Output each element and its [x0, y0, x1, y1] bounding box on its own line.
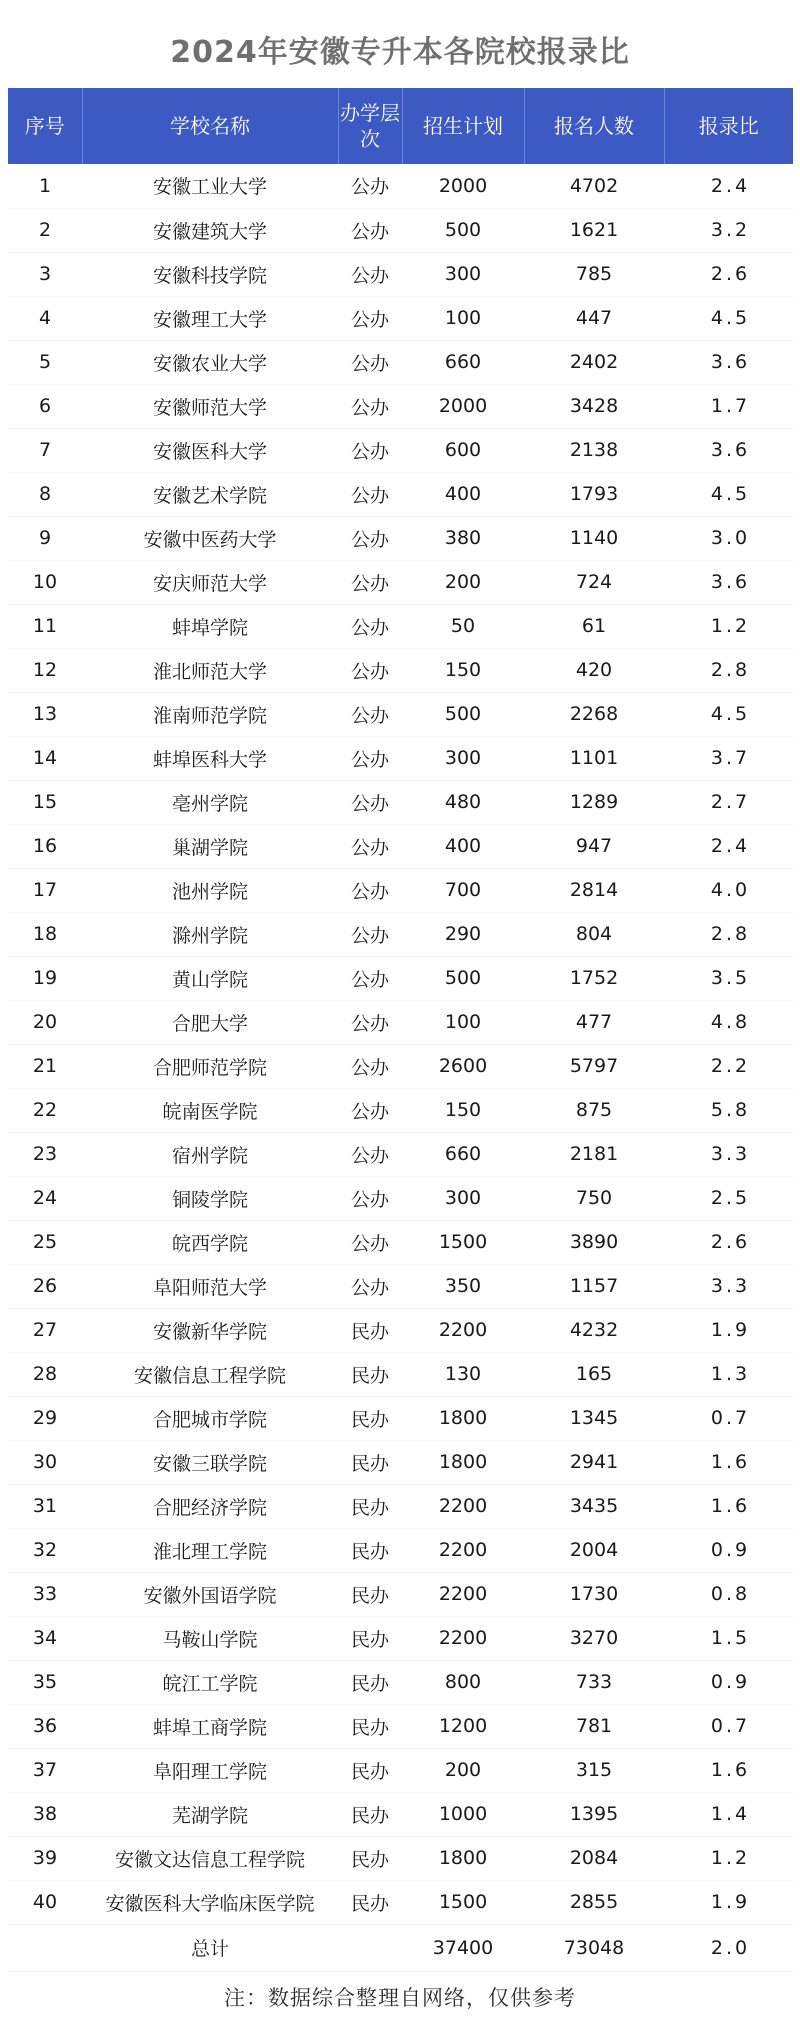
- cell-enrollment-plan: 100: [402, 296, 524, 340]
- cell-ratio: 4.5: [664, 692, 793, 736]
- cell-index: 20: [8, 1000, 82, 1044]
- header-enrollment-plan: 招生计划: [402, 88, 524, 164]
- cell-applicants: 1621: [524, 208, 664, 252]
- cell-school-name: 安徽农业大学: [82, 340, 338, 384]
- cell-enrollment-plan: 130: [402, 1352, 524, 1396]
- cell-ratio: 1.5: [664, 1616, 793, 1660]
- cell-school-name: 安庆师范大学: [82, 560, 338, 604]
- cell-school-type: 民办: [338, 1440, 402, 1484]
- cell-applicants: 5797: [524, 1044, 664, 1088]
- cell-index: 1: [8, 164, 82, 208]
- cell-school-name: 淮北师范大学: [82, 648, 338, 692]
- cell-enrollment-plan: 2200: [402, 1572, 524, 1616]
- table-row: [8, 1132, 793, 1176]
- cell-applicants: 2004: [524, 1528, 664, 1572]
- total-school-type: [338, 1924, 402, 1971]
- cell-school-name: 安徽师范大学: [82, 384, 338, 428]
- cell-school-name: 安徽新华学院: [82, 1308, 338, 1352]
- cell-ratio: 3.6: [664, 428, 793, 472]
- cell-school-name: 安徽艺术学院: [82, 472, 338, 516]
- cell-school-type: 民办: [338, 1352, 402, 1396]
- cell-school-type: 公办: [338, 736, 402, 780]
- cell-index: 35: [8, 1660, 82, 1704]
- cell-index: 26: [8, 1264, 82, 1308]
- cell-school-type: 民办: [338, 1528, 402, 1572]
- table-row: [8, 296, 793, 340]
- cell-applicants: 3428: [524, 384, 664, 428]
- cell-enrollment-plan: 500: [402, 692, 524, 736]
- cell-school-name: 安徽科技学院: [82, 252, 338, 296]
- cell-enrollment-plan: 2200: [402, 1308, 524, 1352]
- cell-index: 7: [8, 428, 82, 472]
- cell-ratio: 3.2: [664, 208, 793, 252]
- cell-index: 23: [8, 1132, 82, 1176]
- cell-ratio: 2.5: [664, 1176, 793, 1220]
- table-row: [8, 868, 793, 912]
- cell-enrollment-plan: 1800: [402, 1836, 524, 1880]
- table-row: [8, 780, 793, 824]
- table-row: [8, 472, 793, 516]
- table-row: [8, 912, 793, 956]
- cell-school-type: 公办: [338, 1264, 402, 1308]
- cell-ratio: 0.9: [664, 1528, 793, 1572]
- cell-applicants: 3435: [524, 1484, 664, 1528]
- cell-applicants: 1101: [524, 736, 664, 780]
- cell-enrollment-plan: 300: [402, 736, 524, 780]
- cell-school-type: 民办: [338, 1660, 402, 1704]
- cell-index: 10: [8, 560, 82, 604]
- cell-school-name: 安徽信息工程学院: [82, 1352, 338, 1396]
- total-applicants: 73048: [524, 1924, 664, 1971]
- cell-school-type: 公办: [338, 340, 402, 384]
- total-row: [8, 1924, 793, 1971]
- cell-school-name: 安徽外国语学院: [82, 1572, 338, 1616]
- cell-index: 22: [8, 1088, 82, 1132]
- cell-school-name: 淮南师范学院: [82, 692, 338, 736]
- cell-ratio: 1.6: [664, 1748, 793, 1792]
- cell-ratio: 3.5: [664, 956, 793, 1000]
- cell-ratio: 4.5: [664, 296, 793, 340]
- cell-applicants: 781: [524, 1704, 664, 1748]
- cell-applicants: 1752: [524, 956, 664, 1000]
- cell-school-name: 蚌埠工商学院: [82, 1704, 338, 1748]
- cell-enrollment-plan: 1000: [402, 1792, 524, 1836]
- table-row: [8, 1660, 793, 1704]
- cell-school-type: 公办: [338, 868, 402, 912]
- cell-school-name: 蚌埠医科大学: [82, 736, 338, 780]
- cell-school-type: 民办: [338, 1484, 402, 1528]
- cell-school-name: 安徽文达信息工程学院: [82, 1836, 338, 1880]
- table-row: [8, 1880, 793, 1924]
- cell-applicants: 61: [524, 604, 664, 648]
- cell-school-type: 公办: [338, 252, 402, 296]
- cell-school-type: 公办: [338, 648, 402, 692]
- cell-index: 36: [8, 1704, 82, 1748]
- cell-index: 14: [8, 736, 82, 780]
- admission-ratio-table: [8, 88, 793, 1972]
- table-row: [8, 1528, 793, 1572]
- total-index: [8, 1924, 82, 1971]
- cell-applicants: 724: [524, 560, 664, 604]
- cell-school-name: 皖西学院: [82, 1220, 338, 1264]
- cell-ratio: 1.4: [664, 1792, 793, 1836]
- table-row: [8, 208, 793, 252]
- cell-enrollment-plan: 1500: [402, 1220, 524, 1264]
- table-row: [8, 516, 793, 560]
- cell-index: 27: [8, 1308, 82, 1352]
- cell-ratio: 1.6: [664, 1440, 793, 1484]
- cell-enrollment-plan: 1800: [402, 1396, 524, 1440]
- cell-index: 29: [8, 1396, 82, 1440]
- cell-enrollment-plan: 660: [402, 340, 524, 384]
- cell-school-type: 民办: [338, 1748, 402, 1792]
- cell-applicants: 2814: [524, 868, 664, 912]
- cell-school-type: 公办: [338, 604, 402, 648]
- total-enrollment-plan: 37400: [402, 1924, 524, 1971]
- cell-index: 34: [8, 1616, 82, 1660]
- cell-applicants: 2402: [524, 340, 664, 384]
- cell-enrollment-plan: 2200: [402, 1616, 524, 1660]
- cell-school-type: 公办: [338, 1044, 402, 1088]
- cell-school-type: 公办: [338, 296, 402, 340]
- cell-applicants: 2941: [524, 1440, 664, 1484]
- table-row: [8, 956, 793, 1000]
- total-school-name: 总计: [82, 1924, 338, 1971]
- cell-index: 25: [8, 1220, 82, 1264]
- cell-ratio: 1.7: [664, 384, 793, 428]
- cell-applicants: 875: [524, 1088, 664, 1132]
- cell-school-type: 民办: [338, 1704, 402, 1748]
- cell-ratio: 3.6: [664, 340, 793, 384]
- cell-school-name: 芜湖学院: [82, 1792, 338, 1836]
- cell-applicants: 750: [524, 1176, 664, 1220]
- table-row: [8, 1176, 793, 1220]
- cell-index: 33: [8, 1572, 82, 1616]
- cell-ratio: 2.7: [664, 780, 793, 824]
- cell-school-type: 民办: [338, 1396, 402, 1440]
- cell-ratio: 4.0: [664, 868, 793, 912]
- table-row: [8, 164, 793, 208]
- cell-ratio: 5.8: [664, 1088, 793, 1132]
- header-index: 序号: [8, 88, 82, 164]
- table-row: [8, 1000, 793, 1044]
- header-school-type: 办学层次: [338, 88, 402, 164]
- table-row: [8, 1264, 793, 1308]
- cell-school-type: 公办: [338, 164, 402, 208]
- cell-school-name: 阜阳师范大学: [82, 1264, 338, 1308]
- cell-index: 19: [8, 956, 82, 1000]
- cell-enrollment-plan: 350: [402, 1264, 524, 1308]
- cell-school-type: 民办: [338, 1836, 402, 1880]
- cell-applicants: 1730: [524, 1572, 664, 1616]
- cell-index: 6: [8, 384, 82, 428]
- cell-enrollment-plan: 500: [402, 208, 524, 252]
- cell-applicants: 2181: [524, 1132, 664, 1176]
- cell-ratio: 2.2: [664, 1044, 793, 1088]
- cell-applicants: 165: [524, 1352, 664, 1396]
- cell-ratio: 0.8: [664, 1572, 793, 1616]
- cell-school-type: 公办: [338, 384, 402, 428]
- table-row: [8, 1748, 793, 1792]
- cell-index: 11: [8, 604, 82, 648]
- table-row: [8, 1396, 793, 1440]
- table-row: [8, 604, 793, 648]
- cell-school-name: 黄山学院: [82, 956, 338, 1000]
- cell-enrollment-plan: 2600: [402, 1044, 524, 1088]
- cell-index: 28: [8, 1352, 82, 1396]
- cell-school-type: 公办: [338, 560, 402, 604]
- cell-ratio: 1.2: [664, 604, 793, 648]
- cell-school-name: 合肥经济学院: [82, 1484, 338, 1528]
- cell-index: 15: [8, 780, 82, 824]
- cell-school-name: 合肥师范学院: [82, 1044, 338, 1088]
- table-row: [8, 252, 793, 296]
- cell-applicants: 315: [524, 1748, 664, 1792]
- cell-index: 17: [8, 868, 82, 912]
- cell-enrollment-plan: 500: [402, 956, 524, 1000]
- table-row: [8, 1836, 793, 1880]
- table-row: [8, 1220, 793, 1264]
- cell-school-name: 合肥城市学院: [82, 1396, 338, 1440]
- cell-enrollment-plan: 100: [402, 1000, 524, 1044]
- page-title: 2024年安徽专升本各院校报录比: [170, 35, 630, 70]
- cell-index: 12: [8, 648, 82, 692]
- cell-school-name: 巢湖学院: [82, 824, 338, 868]
- cell-school-name: 安徽建筑大学: [82, 208, 338, 252]
- cell-school-name: 安徽理工大学: [82, 296, 338, 340]
- cell-school-name: 阜阳理工学院: [82, 1748, 338, 1792]
- cell-index: 30: [8, 1440, 82, 1484]
- cell-enrollment-plan: 2200: [402, 1528, 524, 1572]
- cell-ratio: 2.4: [664, 164, 793, 208]
- cell-index: 16: [8, 824, 82, 868]
- cell-applicants: 4702: [524, 164, 664, 208]
- table-row: [8, 1088, 793, 1132]
- table-row: [8, 736, 793, 780]
- cell-school-name: 安徽三联学院: [82, 1440, 338, 1484]
- cell-ratio: 0.7: [664, 1396, 793, 1440]
- cell-school-name: 合肥大学: [82, 1000, 338, 1044]
- cell-applicants: 733: [524, 1660, 664, 1704]
- cell-ratio: 4.8: [664, 1000, 793, 1044]
- cell-applicants: 2138: [524, 428, 664, 472]
- cell-applicants: 3270: [524, 1616, 664, 1660]
- cell-index: 2: [8, 208, 82, 252]
- cell-school-name: 宿州学院: [82, 1132, 338, 1176]
- cell-ratio: 1.3: [664, 1352, 793, 1396]
- cell-index: 5: [8, 340, 82, 384]
- table-row: [8, 1308, 793, 1352]
- cell-applicants: 1395: [524, 1792, 664, 1836]
- table-row: [8, 1572, 793, 1616]
- cell-index: 8: [8, 472, 82, 516]
- cell-ratio: 2.4: [664, 824, 793, 868]
- table-row: [8, 1352, 793, 1396]
- table-row: [8, 692, 793, 736]
- cell-enrollment-plan: 2000: [402, 164, 524, 208]
- cell-enrollment-plan: 2000: [402, 384, 524, 428]
- cell-index: 13: [8, 692, 82, 736]
- cell-school-type: 公办: [338, 780, 402, 824]
- table-row: [8, 1792, 793, 1836]
- cell-school-type: 公办: [338, 428, 402, 472]
- cell-school-type: 民办: [338, 1616, 402, 1660]
- cell-ratio: 2.6: [664, 1220, 793, 1264]
- cell-enrollment-plan: 200: [402, 560, 524, 604]
- table-header-row: [8, 88, 793, 164]
- cell-enrollment-plan: 480: [402, 780, 524, 824]
- cell-ratio: 3.3: [664, 1132, 793, 1176]
- cell-school-type: 公办: [338, 1000, 402, 1044]
- cell-ratio: 2.8: [664, 648, 793, 692]
- cell-school-type: 公办: [338, 1220, 402, 1264]
- total-ratio: 2.0: [664, 1924, 793, 1971]
- cell-school-name: 淮北理工学院: [82, 1528, 338, 1572]
- cell-enrollment-plan: 380: [402, 516, 524, 560]
- cell-enrollment-plan: 150: [402, 1088, 524, 1132]
- cell-index: 4: [8, 296, 82, 340]
- cell-school-name: 安徽工业大学: [82, 164, 338, 208]
- cell-enrollment-plan: 800: [402, 1660, 524, 1704]
- cell-applicants: 4232: [524, 1308, 664, 1352]
- cell-enrollment-plan: 300: [402, 1176, 524, 1220]
- cell-applicants: 1289: [524, 780, 664, 824]
- cell-school-name: 铜陵学院: [82, 1176, 338, 1220]
- cell-index: 9: [8, 516, 82, 560]
- cell-ratio: 0.7: [664, 1704, 793, 1748]
- cell-ratio: 3.3: [664, 1264, 793, 1308]
- cell-index: 24: [8, 1176, 82, 1220]
- cell-school-type: 公办: [338, 692, 402, 736]
- cell-enrollment-plan: 600: [402, 428, 524, 472]
- cell-index: 39: [8, 1836, 82, 1880]
- cell-school-name: 安徽医科大学: [82, 428, 338, 472]
- cell-school-type: 民办: [338, 1308, 402, 1352]
- cell-school-type: 公办: [338, 912, 402, 956]
- cell-school-name: 蚌埠学院: [82, 604, 338, 648]
- cell-applicants: 420: [524, 648, 664, 692]
- cell-school-type: 公办: [338, 472, 402, 516]
- cell-school-name: 亳州学院: [82, 780, 338, 824]
- cell-applicants: 447: [524, 296, 664, 340]
- cell-applicants: 804: [524, 912, 664, 956]
- cell-enrollment-plan: 1800: [402, 1440, 524, 1484]
- cell-ratio: 3.0: [664, 516, 793, 560]
- cell-enrollment-plan: 660: [402, 1132, 524, 1176]
- cell-school-type: 民办: [338, 1880, 402, 1924]
- cell-applicants: 2084: [524, 1836, 664, 1880]
- cell-ratio: 3.7: [664, 736, 793, 780]
- table-row: [8, 1704, 793, 1748]
- header-school-name: 学校名称: [82, 88, 338, 164]
- cell-applicants: 477: [524, 1000, 664, 1044]
- cell-index: 21: [8, 1044, 82, 1088]
- cell-enrollment-plan: 50: [402, 604, 524, 648]
- cell-ratio: 3.6: [664, 560, 793, 604]
- cell-applicants: 2268: [524, 692, 664, 736]
- cell-index: 38: [8, 1792, 82, 1836]
- table-row: [8, 340, 793, 384]
- cell-school-name: 安徽医科大学临床医学院: [82, 1880, 338, 1924]
- cell-ratio: 4.5: [664, 472, 793, 516]
- cell-index: 40: [8, 1880, 82, 1924]
- header-applicants: 报名人数: [524, 88, 664, 164]
- cell-applicants: 1345: [524, 1396, 664, 1440]
- cell-ratio: 0.9: [664, 1660, 793, 1704]
- cell-enrollment-plan: 400: [402, 472, 524, 516]
- table-row: [8, 824, 793, 868]
- cell-school-name: 皖南医学院: [82, 1088, 338, 1132]
- cell-school-name: 安徽中医药大学: [82, 516, 338, 560]
- cell-index: 31: [8, 1484, 82, 1528]
- cell-enrollment-plan: 300: [402, 252, 524, 296]
- cell-index: 32: [8, 1528, 82, 1572]
- cell-school-type: 公办: [338, 1088, 402, 1132]
- cell-ratio: 1.2: [664, 1836, 793, 1880]
- cell-applicants: 1157: [524, 1264, 664, 1308]
- cell-ratio: 1.9: [664, 1880, 793, 1924]
- cell-enrollment-plan: 200: [402, 1748, 524, 1792]
- header-ratio: 报录比: [698, 114, 759, 138]
- cell-school-type: 公办: [338, 516, 402, 560]
- cell-enrollment-plan: 700: [402, 868, 524, 912]
- cell-school-type: 公办: [338, 1176, 402, 1220]
- table-row: [8, 648, 793, 692]
- cell-index: 18: [8, 912, 82, 956]
- cell-applicants: 1140: [524, 516, 664, 560]
- cell-applicants: 785: [524, 252, 664, 296]
- table-row: [8, 1616, 793, 1660]
- cell-applicants: 3890: [524, 1220, 664, 1264]
- cell-school-type: 公办: [338, 1132, 402, 1176]
- table-row: [8, 560, 793, 604]
- cell-school-name: 滁州学院: [82, 912, 338, 956]
- cell-enrollment-plan: 1500: [402, 1880, 524, 1924]
- cell-ratio: 1.9: [664, 1308, 793, 1352]
- cell-school-type: 公办: [338, 956, 402, 1000]
- cell-school-type: 民办: [338, 1572, 402, 1616]
- cell-enrollment-plan: 150: [402, 648, 524, 692]
- table-body: [8, 164, 793, 1971]
- cell-enrollment-plan: 1200: [402, 1704, 524, 1748]
- cell-school-name: 皖江工学院: [82, 1660, 338, 1704]
- table-row: [8, 428, 793, 472]
- table-row: [8, 384, 793, 428]
- table-row: [8, 1440, 793, 1484]
- cell-applicants: 1793: [524, 472, 664, 516]
- cell-school-type: 公办: [338, 208, 402, 252]
- cell-school-name: 池州学院: [82, 868, 338, 912]
- cell-school-type: 民办: [338, 1792, 402, 1836]
- cell-enrollment-plan: 400: [402, 824, 524, 868]
- cell-school-name: 马鞍山学院: [82, 1616, 338, 1660]
- cell-ratio: 2.8: [664, 912, 793, 956]
- cell-enrollment-plan: 290: [402, 912, 524, 956]
- cell-index: 3: [8, 252, 82, 296]
- cell-applicants: 2855: [524, 1880, 664, 1924]
- cell-ratio: 1.6: [664, 1484, 793, 1528]
- footnote: 注：数据综合整理自网络，仅供参考: [224, 1985, 576, 2010]
- cell-ratio: 2.6: [664, 252, 793, 296]
- cell-applicants: 947: [524, 824, 664, 868]
- cell-index: 37: [8, 1748, 82, 1792]
- table-row: [8, 1044, 793, 1088]
- cell-enrollment-plan: 2200: [402, 1484, 524, 1528]
- table-row: [8, 1484, 793, 1528]
- cell-school-type: 公办: [338, 824, 402, 868]
